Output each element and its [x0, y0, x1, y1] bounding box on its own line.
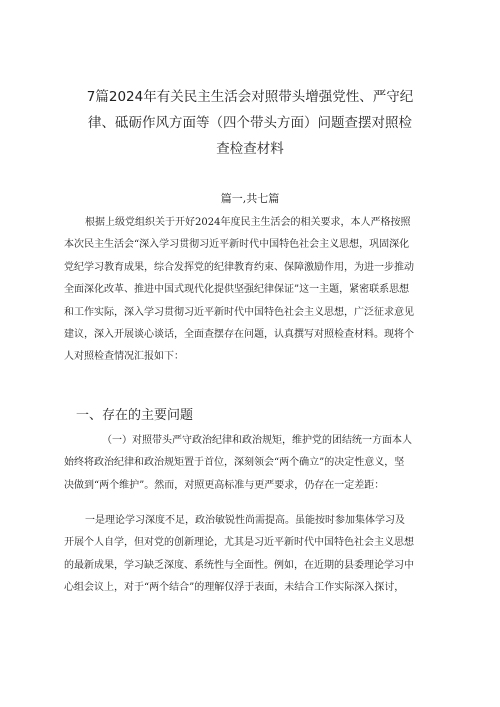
- paragraph-line: 本次民主生活会“深入学习贯彻习近平新时代中国特色社会主义思想，巩固深化: [64, 239, 410, 251]
- document-subtitle: 篇一,共七篇: [220, 192, 280, 205]
- paragraph-line: 的最新成果，学习缺乏深度、系统性与全面性。例如，在近期的县委理论学习中: [64, 559, 414, 571]
- paragraph-line: 始终将政治纪律和政治规矩置于首位，深刻领会“两个确立”的决定性意义，坚: [64, 457, 405, 469]
- paragraph-line: 党纪学习教育成果，综合发挥党的纪律教育约束、保障激励作用，为进一步推动: [64, 261, 414, 273]
- paragraph-line: 和工作实际，深入学习贯彻习近平新时代中国特色社会主义思想，广泛征求意见: [64, 306, 414, 318]
- title-line: 律、砥砺作风方面等（四个带头方面）问题查摆对照检: [88, 115, 412, 131]
- intro-paragraph: [64, 212, 436, 369]
- paragraph-line: 建议，深入开展谈心谈话，全面查摆存在问题，认真撰写对照检查材料。现将个: [64, 328, 414, 340]
- paragraph-line: 全面深化改革、推进中国式现代化提供坚强纪律保证”这一主题，紧密联系思想: [64, 284, 410, 296]
- title-line: 查检查材料: [216, 141, 284, 157]
- paragraph-line: 一是理论学习深度不足，政治敏锐性尚需提高。虽能按时参加集体学习及: [85, 515, 405, 526]
- title-line: 7篇2024年有关民主生活会对照带头增强党性、严守纪: [86, 89, 414, 105]
- subsection-paragraph: [64, 430, 436, 497]
- paragraph-line: 开展个人自学，但对党的创新理论，尤其是习近平新时代中国特色社会主义思想: [64, 537, 414, 549]
- section-heading: 一、存在的主要问题: [76, 408, 194, 423]
- paragraph-line: （一）对照带头严守政治纪律和政治规矩，维护党的团结统一方面本人: [102, 435, 412, 446]
- paragraph-line: 决做到“两个维护”。然而，对照更高标准与更严要求，仍存在一定差距：: [64, 479, 385, 491]
- point-paragraph: [64, 510, 436, 600]
- paragraph-line: 根据上级党组织关于开好2024年度民主生活会的相关要求，本人严格按照: [85, 217, 411, 228]
- document-title: [60, 84, 440, 162]
- paragraph-line: 心组会议上，对于“两个结合”的理解仅浮于表面，未结合工作实际深入探讨，: [64, 582, 405, 594]
- paragraph-line: 人对照检查情况汇报如下：: [64, 351, 184, 363]
